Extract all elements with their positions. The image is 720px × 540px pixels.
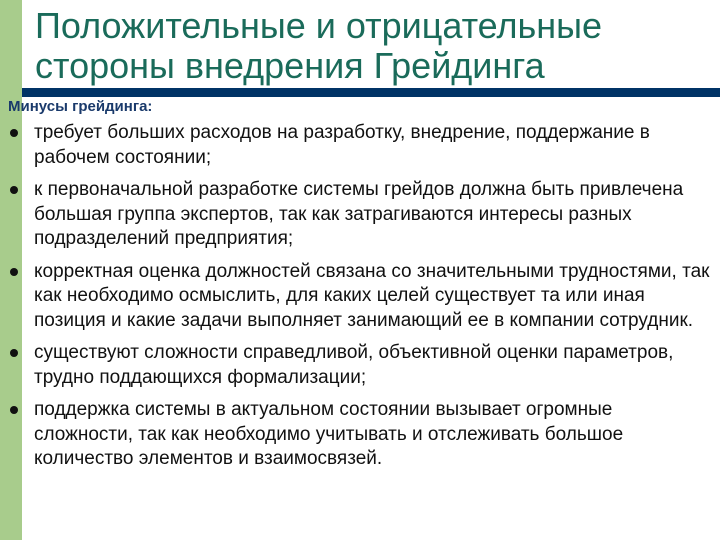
list-item-text: корректная оценка должностей связана со значительными трудностями, так как необходимо осмыслить, для каких целей существует та или иная позиция и какие задачи выполняет занимающий ее в компании сотрудник. (34, 260, 710, 331)
slide-title-line-2: стороны внедрения Грейдинга (35, 45, 545, 86)
bullet-icon (10, 186, 18, 194)
list-item-text: требует больших расходов на разработку, внедрение, поддержание в рабочем состоянии; (34, 122, 650, 168)
title-divider-band (22, 88, 720, 97)
bullet-icon (10, 349, 18, 357)
list-item-text: к первоначальной разработке системы грейдов должна быть привлечена большая группа экспертов, так как затрагиваются интересы разных подразделений предприятия; (34, 179, 684, 249)
bullet-icon (10, 129, 18, 137)
list-item-text: поддержка системы в актуальном состоянии вызывает огромные сложности, так как необходимо учитывать и отслеживать большое количество элементов и взаимосвязей. (34, 399, 624, 469)
bullet-icon (10, 268, 18, 276)
list-item (8, 178, 713, 252)
bullet-icon (10, 406, 18, 414)
slide-title (35, 6, 715, 86)
list-item (8, 260, 713, 334)
list-item-text: существуют сложности справедливой, объективной оценки параметров, трудно поддающихся формализации; (34, 342, 674, 388)
section-subtitle: Минусы грейдинга: (8, 98, 153, 115)
slide-title-line-1: Положительные и отрицательные (35, 6, 603, 46)
list-item (8, 121, 713, 170)
cons-list (8, 121, 713, 480)
list-item (8, 398, 713, 472)
list-item (8, 341, 713, 390)
